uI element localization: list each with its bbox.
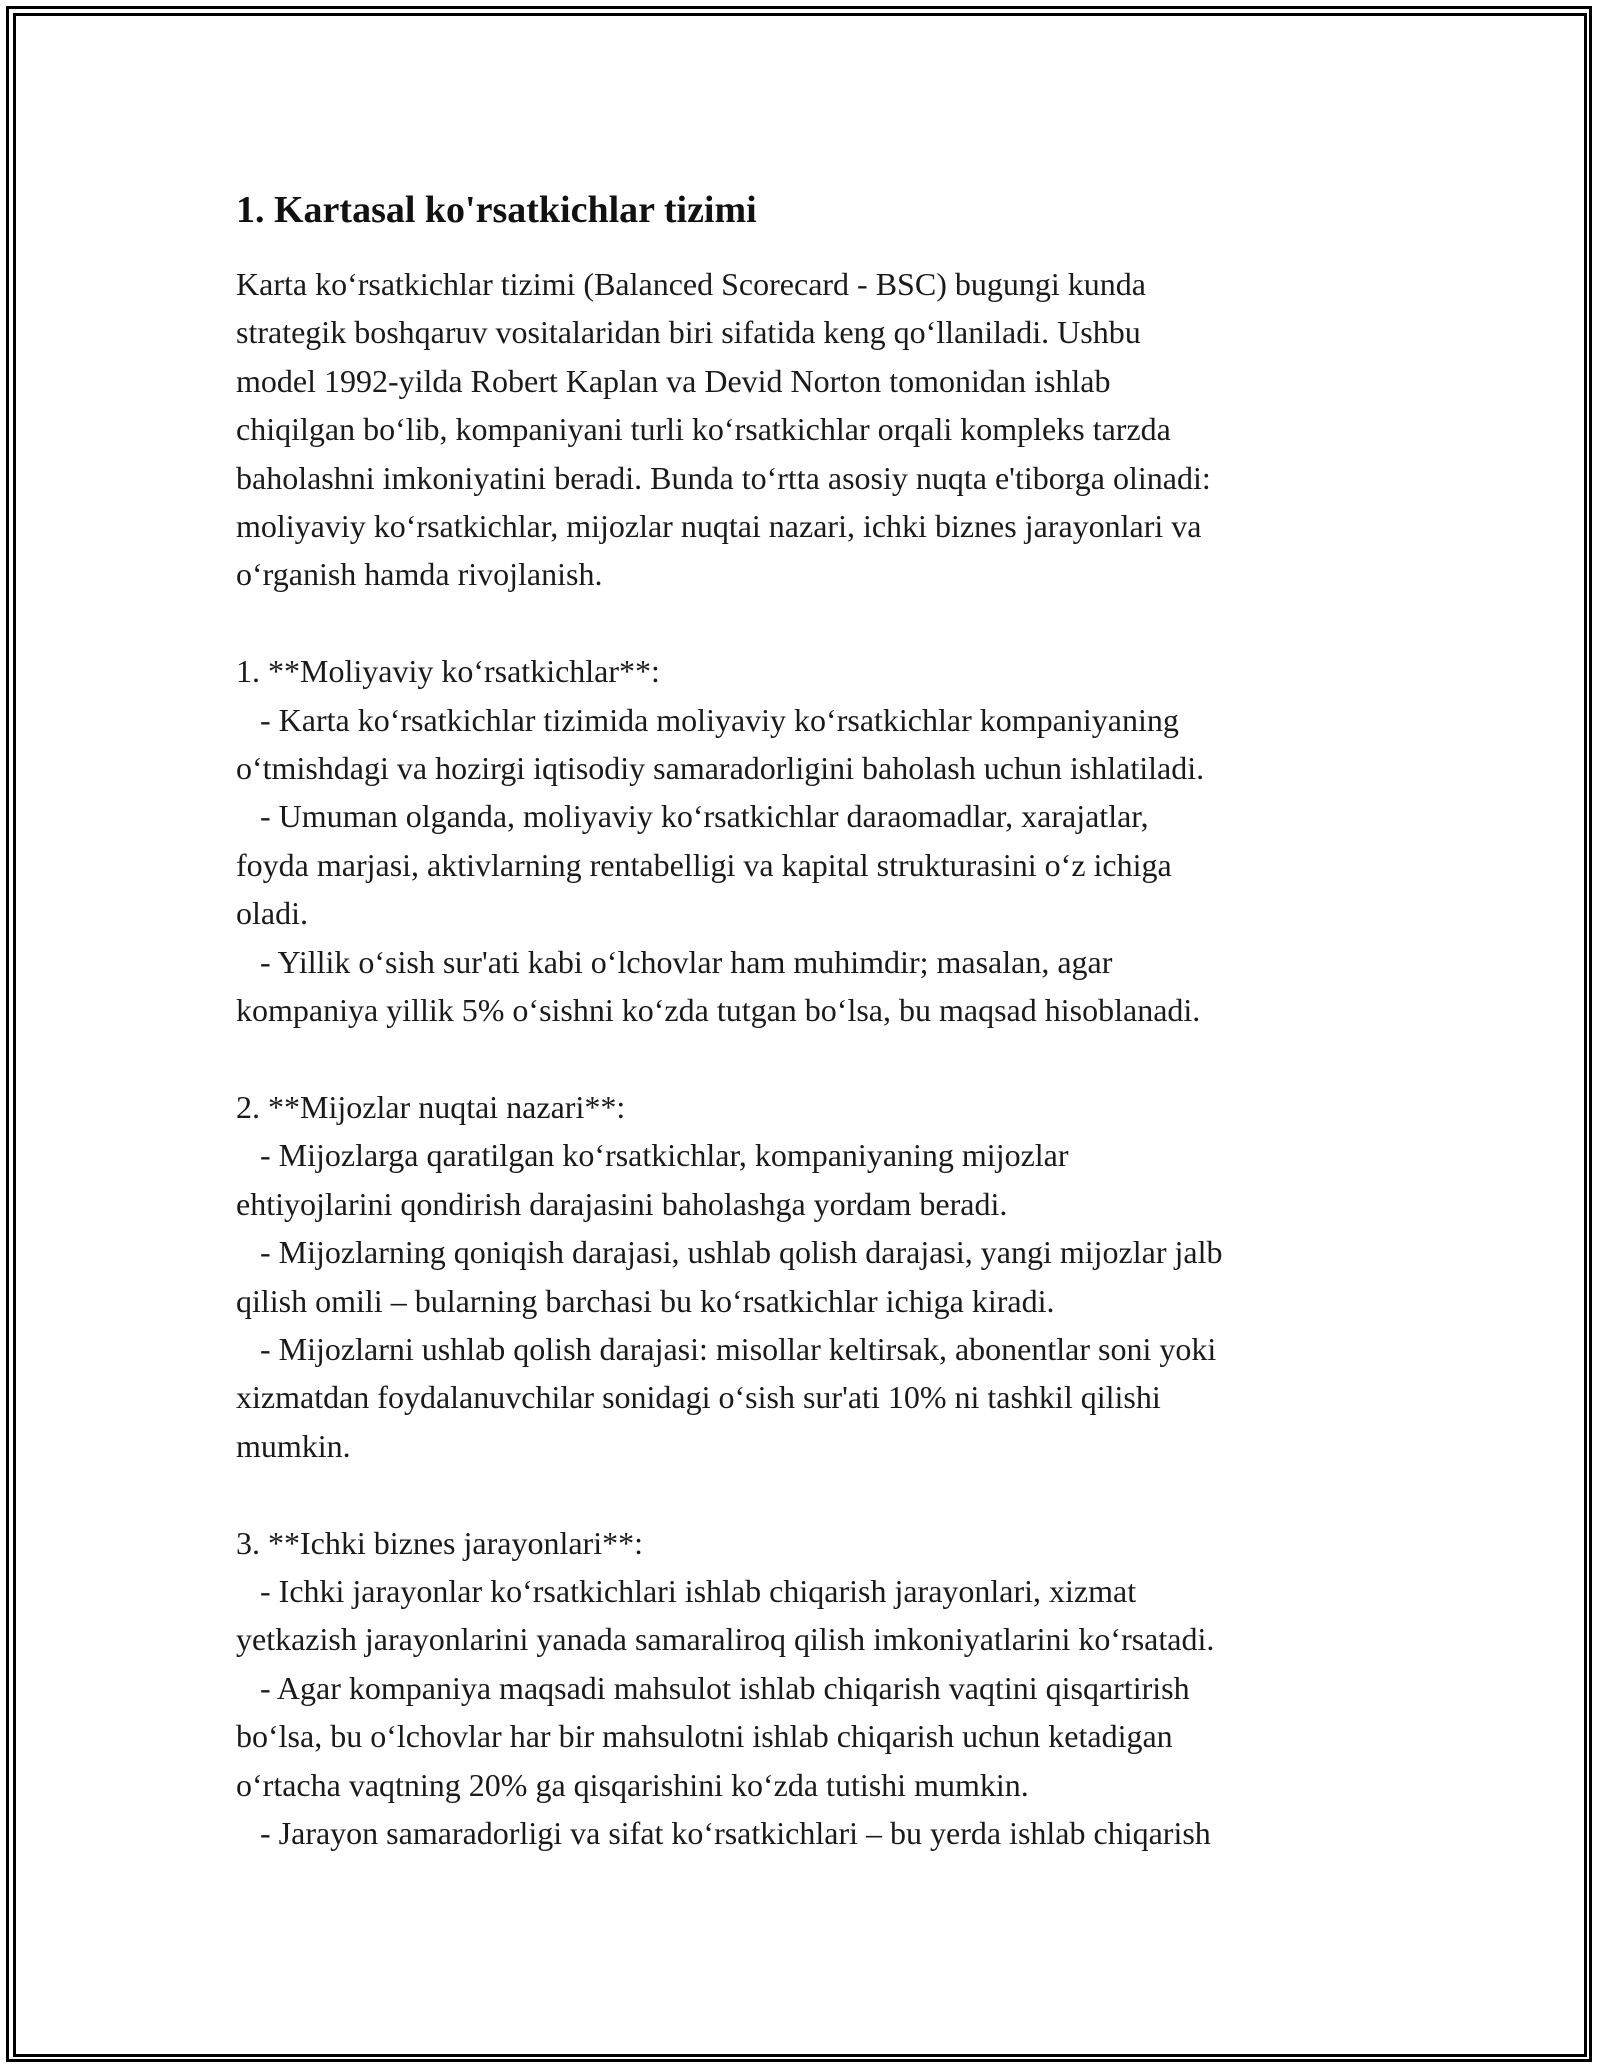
document-title: 1. Kartasal ko'rsatkichlar tizimi	[236, 189, 757, 231]
document-body: Karta koʻrsatkichlar tizimi (Balanced Scorecard - BSC) bugungi kunda strategik boshqaruv vositalaridan biri sifatida keng qoʻllaniladi. Ushbu model 1992-yilda Robert Kaplan va Devid Norton tomonidan ishlab chiqilgan boʻlib, kompaniyani turli koʻrsatkichlar orqali kompleks tarzda baholashni imkoniyatini beradi. Bunda toʻrtta asosiy nuqta e'tiborga olinadi: moliyaviy koʻrsatkichlar, mijozlar nuqtai nazari, ichki biznes jarayonlari va oʻrganish hamda rivojlanish. 1. **Moliyaviy koʻrsatkichlar**: - Karta koʻrsatkichlar tizimida moliyaviy koʻrsatkichlar kompaniyaning oʻtmishdagi va hozirgi iqtisodiy samaradorligini baholash uchun ishlatiladi. - Umuman olganda, moliyaviy koʻrsatkichlar daraomadlar, xarajatlar, foyda marjasi, aktivlarning rentabelligi va kapital strukturasini oʻz ichiga oladi. - Yillik oʻsish sur'ati kabi oʻlchovlar ham muhimdir; masalan, agar kompaniya yillik 5% oʻsishni koʻzda tutgan boʻlsa, bu maqsad hisoblanadi. 2. **Mijozlar nuqtai nazari**: - Mijozlarga qaratilgan koʻrsatkichlar, kompaniyaning mijozlar ehtiyojlarini qondirish darajasini baholashga yordam beradi. - Mijozlarning qoniqish darajasi, ushlab qolish darajasi, yangi mijozlar jalb qilish omili – bularning barchasi bu koʻrsatkichlar ichiga kiradi. - Mijozlarni ushlab qolish darajasi: misollar keltirsak, abonentlar soni yoki xizmatdan foydalanuvchilar sonidagi oʻsish sur'ati 10% ni tashkil qilishi mumkin. 3. **Ichki biznes jarayonlari**: - Ichki jarayonlar koʻrsatkichlari ishlab chiqarish jarayonlari, xizmat yetkazish jarayonlarini yanada samaraliroq qilish imkoniyatlarini koʻrsatadi. - Agar kompaniya maqsadi mahsulot ishlab chiqarish vaqtini qisqartirish boʻlsa, bu oʻlchovlar har bir mahsulotni ishlab chiqarish uchun ketadigan oʻrtacha vaqtning 20% ga qisqarishini koʻzda tutishi mumkin. - Jarayon samaradorligi va sifat koʻrsatkichlari – bu yerda ishlab chiqarish	[236, 266, 1223, 1851]
document-content	[236, 186, 1396, 1857]
